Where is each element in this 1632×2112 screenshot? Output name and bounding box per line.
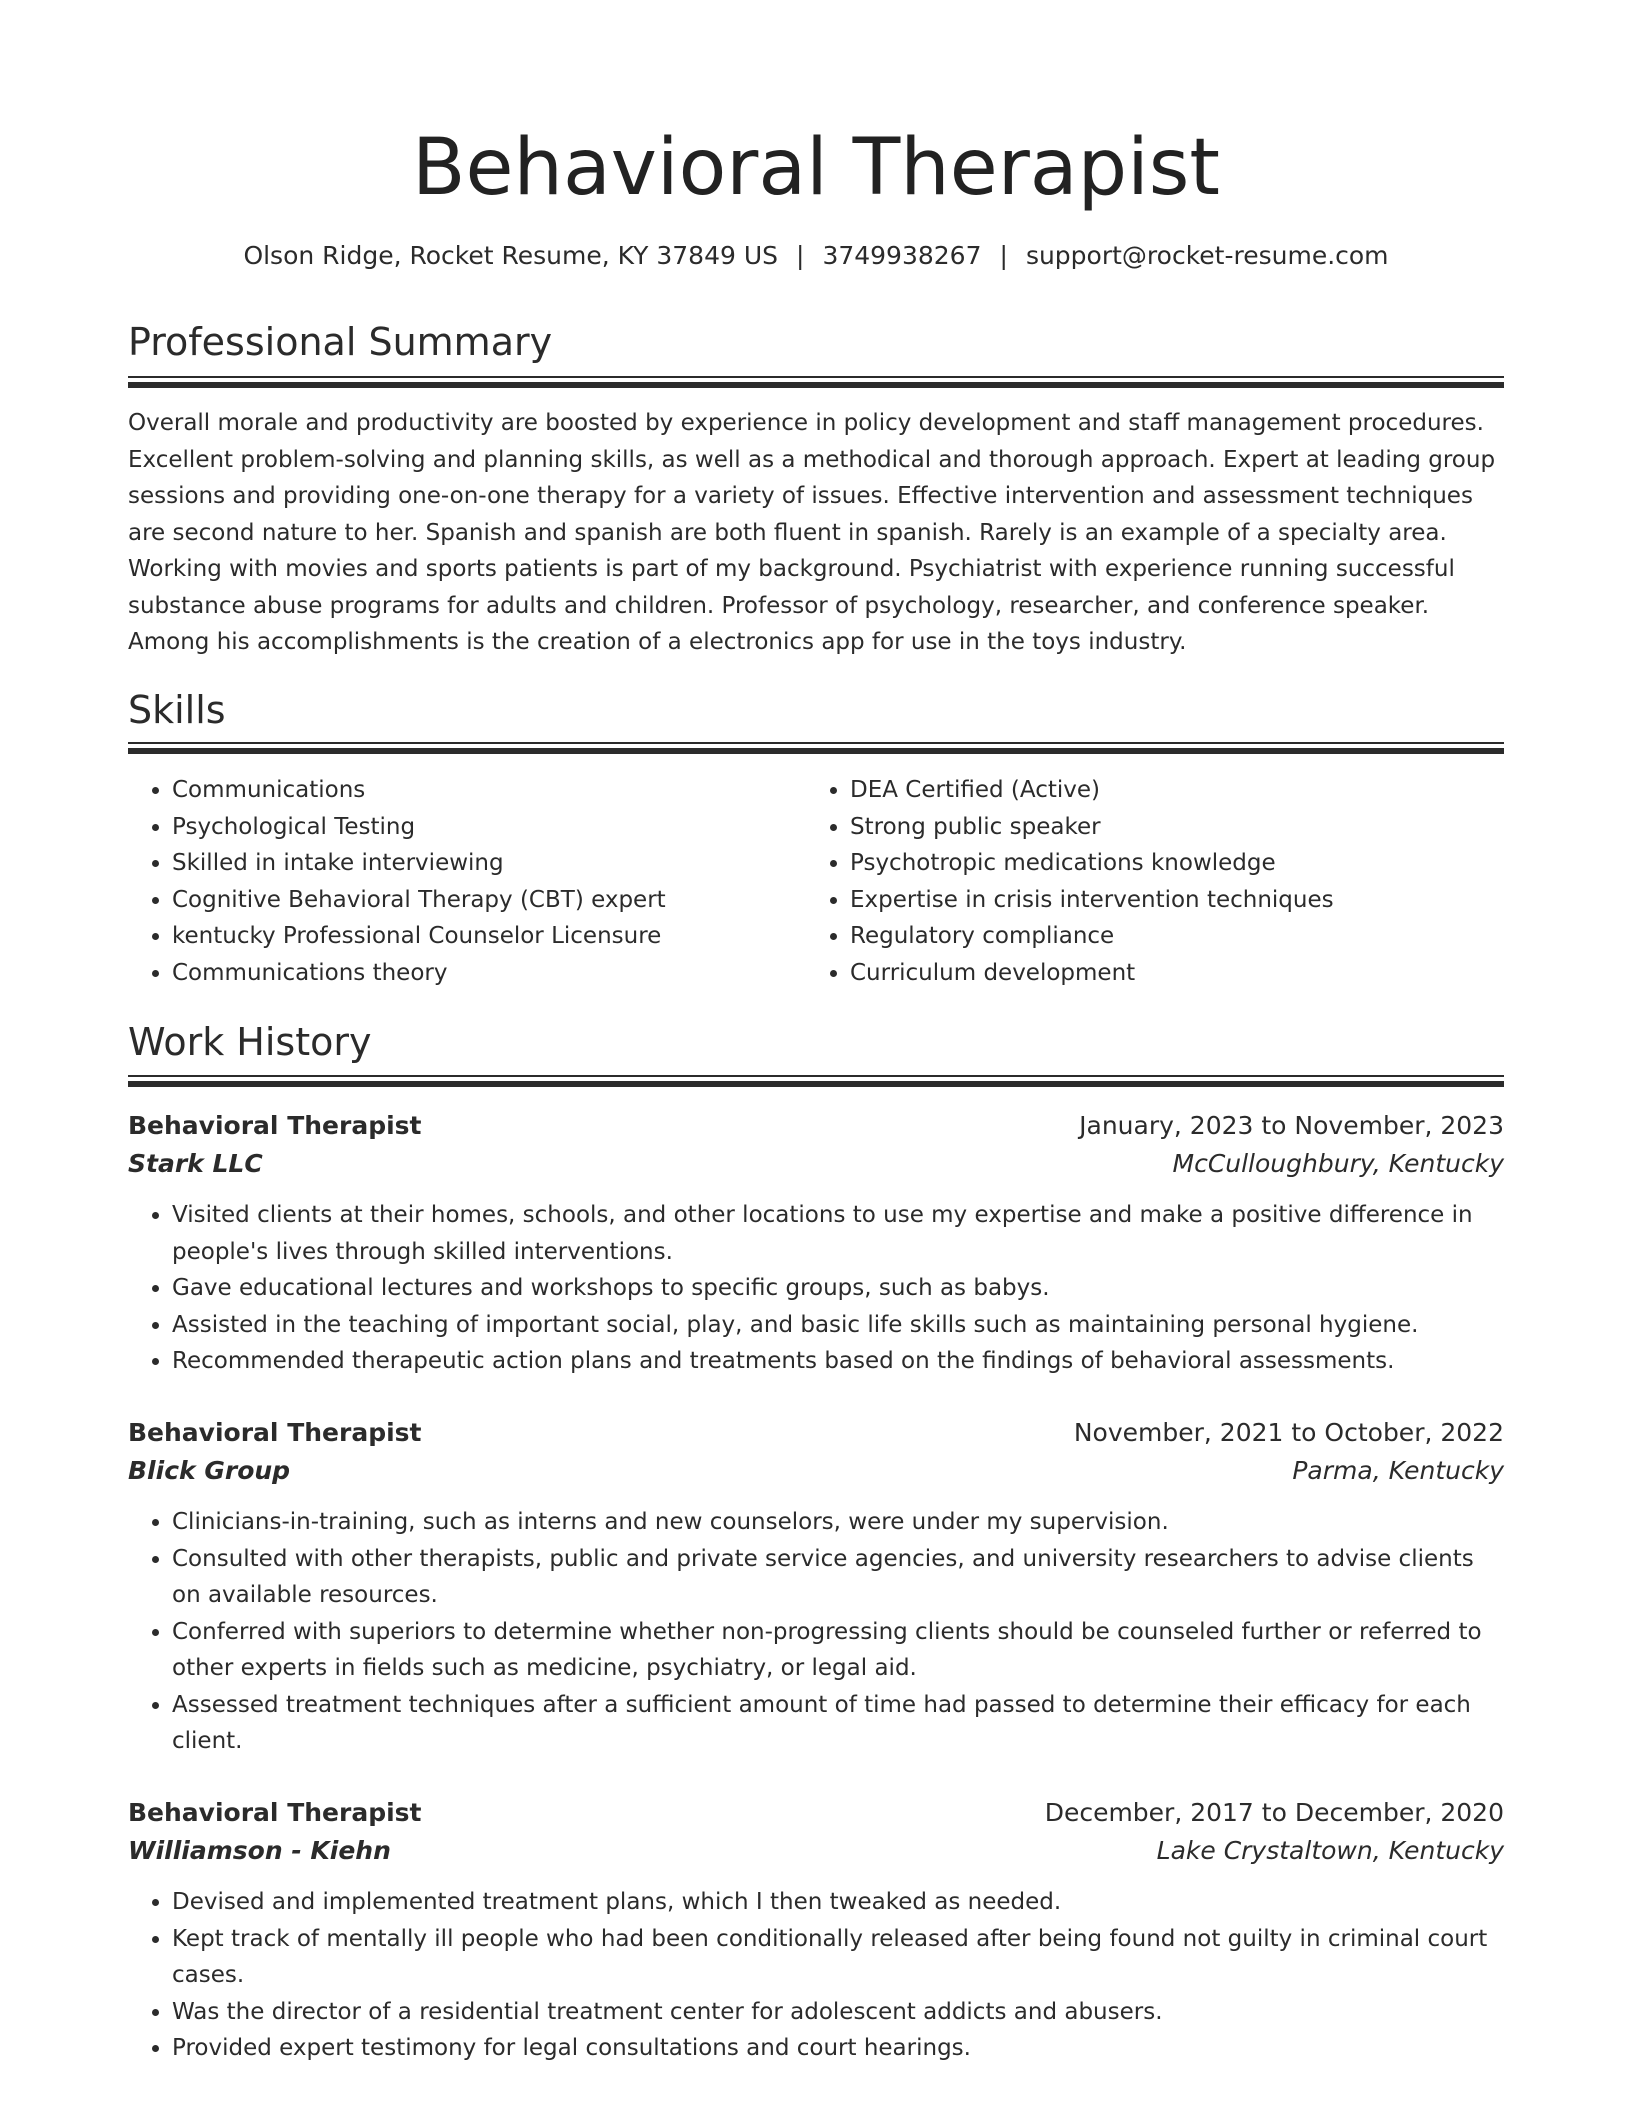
job-entry <box>128 1794 1504 2067</box>
skills-column-left <box>128 772 808 991</box>
job-company-row <box>128 1145 1504 1183</box>
job-header-row <box>128 1794 1504 1832</box>
job-bullet: • Recommended therapeutic action plans and treatments based on the findings of behavioral assessments. <box>172 1343 1504 1380</box>
job-bullet: • Gave educational lectures and workshops to specific groups, such as babys. <box>172 1270 1504 1307</box>
job-location: Lake Crystaltown, Kentucky <box>1156 1836 1504 1865</box>
contact-address: Olson Ridge, Rocket Resume, KY 37849 US <box>243 241 778 270</box>
job-header-row <box>128 1107 1504 1145</box>
skill-item: • Psychological Testing <box>172 809 808 846</box>
job-entry <box>128 1107 1504 1380</box>
skill-item: • Cognitive Behavioral Therapy (CBT) expert <box>172 882 808 919</box>
job-dates: December, 2017 to December, 2020 <box>1044 1798 1504 1827</box>
job-company: Williamson - Kiehn <box>128 1836 391 1865</box>
page-title: Behavioral Therapist <box>412 123 1220 213</box>
job-bullet: • Clinicians-in-training, such as interns and new counselors, were under my supervision. <box>172 1504 1504 1541</box>
skill-item: • Communications <box>172 772 808 809</box>
job-bullets <box>128 1197 1504 1380</box>
job-bullets <box>128 1884 1504 2067</box>
section-divider <box>128 742 1504 755</box>
skill-item: • Curriculum development <box>850 955 1486 992</box>
job-company: Stark LLC <box>128 1149 263 1178</box>
job-company-row <box>128 1452 1504 1490</box>
contact-phone: 3749938267 <box>822 241 982 270</box>
job-location: Parma, Kentucky <box>1292 1456 1504 1485</box>
job-company: Blick Group <box>128 1456 291 1485</box>
skill-item: • Skilled in intake interviewing <box>172 845 808 882</box>
work-history-heading: Work History <box>128 1020 372 1064</box>
job-bullet: • Consulted with other therapists, public and private service agencies, and university researchers to advise clients on available resources. <box>172 1541 1504 1614</box>
job-bullet: • Conferred with superiors to determine whether non-progressing clients should be counseled further or referred to other experts in fields such as medicine, psychiatry, or legal aid. <box>172 1614 1504 1687</box>
job-bullet: • Visited clients at their homes, schools, and other locations to use my expertise and make a positive difference in people's lives through skilled interventions. <box>172 1197 1504 1270</box>
skills-column-right <box>806 772 1486 991</box>
job-company-row <box>128 1832 1504 1870</box>
job-bullet: • Assisted in the teaching of important social, play, and basic life skills such as maintaining personal hygiene. <box>172 1307 1504 1344</box>
contact-separator: | <box>999 241 1008 270</box>
job-bullet: • Provided expert testimony for legal consultations and court hearings. <box>172 2030 1504 2067</box>
contact-separator: | <box>796 241 805 270</box>
job-dates: January, 2023 to November, 2023 <box>1079 1111 1504 1140</box>
skill-item: • Expertise in crisis intervention techniques <box>850 882 1486 919</box>
contact-email: support@rocket-resume.com <box>1025 241 1389 270</box>
summary-heading: Professional Summary <box>128 320 553 364</box>
job-title: Behavioral Therapist <box>128 1111 422 1140</box>
skills-list-left <box>128 772 808 991</box>
job-header-row <box>128 1414 1504 1452</box>
skill-item: • Strong public speaker <box>850 809 1486 846</box>
job-bullet: • Was the director of a residential treatment center for adolescent addicts and abusers. <box>172 1994 1504 2031</box>
job-title: Behavioral Therapist <box>128 1798 422 1827</box>
job-bullet: • Kept track of mentally ill people who had been conditionally released after being found not guilty in criminal court cases. <box>172 1921 1504 1994</box>
job-dates: November, 2021 to October, 2022 <box>1073 1418 1504 1447</box>
job-location: McCulloughbury, Kentucky <box>1172 1149 1504 1178</box>
skills-list-right <box>806 772 1486 991</box>
job-bullet: • Devised and implemented treatment plans, which I then tweaked as needed. <box>172 1884 1504 1921</box>
contact-line <box>128 238 1504 274</box>
section-divider <box>128 1075 1504 1088</box>
skill-item: • Psychotropic medications knowledge <box>850 845 1486 882</box>
job-bullets <box>128 1504 1504 1760</box>
job-entry <box>128 1414 1504 1760</box>
summary-text: Overall morale and productivity are boosted by experience in policy development and staff management procedures. Excellent problem-solving and planning skills, as well as a methodical and thorough approach. Expert at leading group sessions and providing one-on-one therapy for a variety of issues. Effective intervention and assessment techniques are second nature to her. Spanish and spanish are both fluent in spanish. Rarely is an example of a specialty area. Working with movies and sports patients is part of my background. Psychiatrist with experience running successful substance abuse programs for adults and children. Professor of psychology, researcher, and conference speaker. Among his accomplishments is the creation of a electronics app for use in the toys industry. <box>128 410 1496 655</box>
skills-heading: Skills <box>128 688 226 732</box>
skill-item: • DEA Certified (Active) <box>850 772 1486 809</box>
job-bullet: • Assessed treatment techniques after a sufficient amount of time had passed to determine their efficacy for each client. <box>172 1687 1504 1760</box>
skill-item: • Regulatory compliance <box>850 918 1486 955</box>
section-divider <box>128 376 1504 389</box>
job-title: Behavioral Therapist <box>128 1418 422 1447</box>
skill-item: • Communications theory <box>172 955 808 992</box>
skill-item: • kentucky Professional Counselor Licensure <box>172 918 808 955</box>
